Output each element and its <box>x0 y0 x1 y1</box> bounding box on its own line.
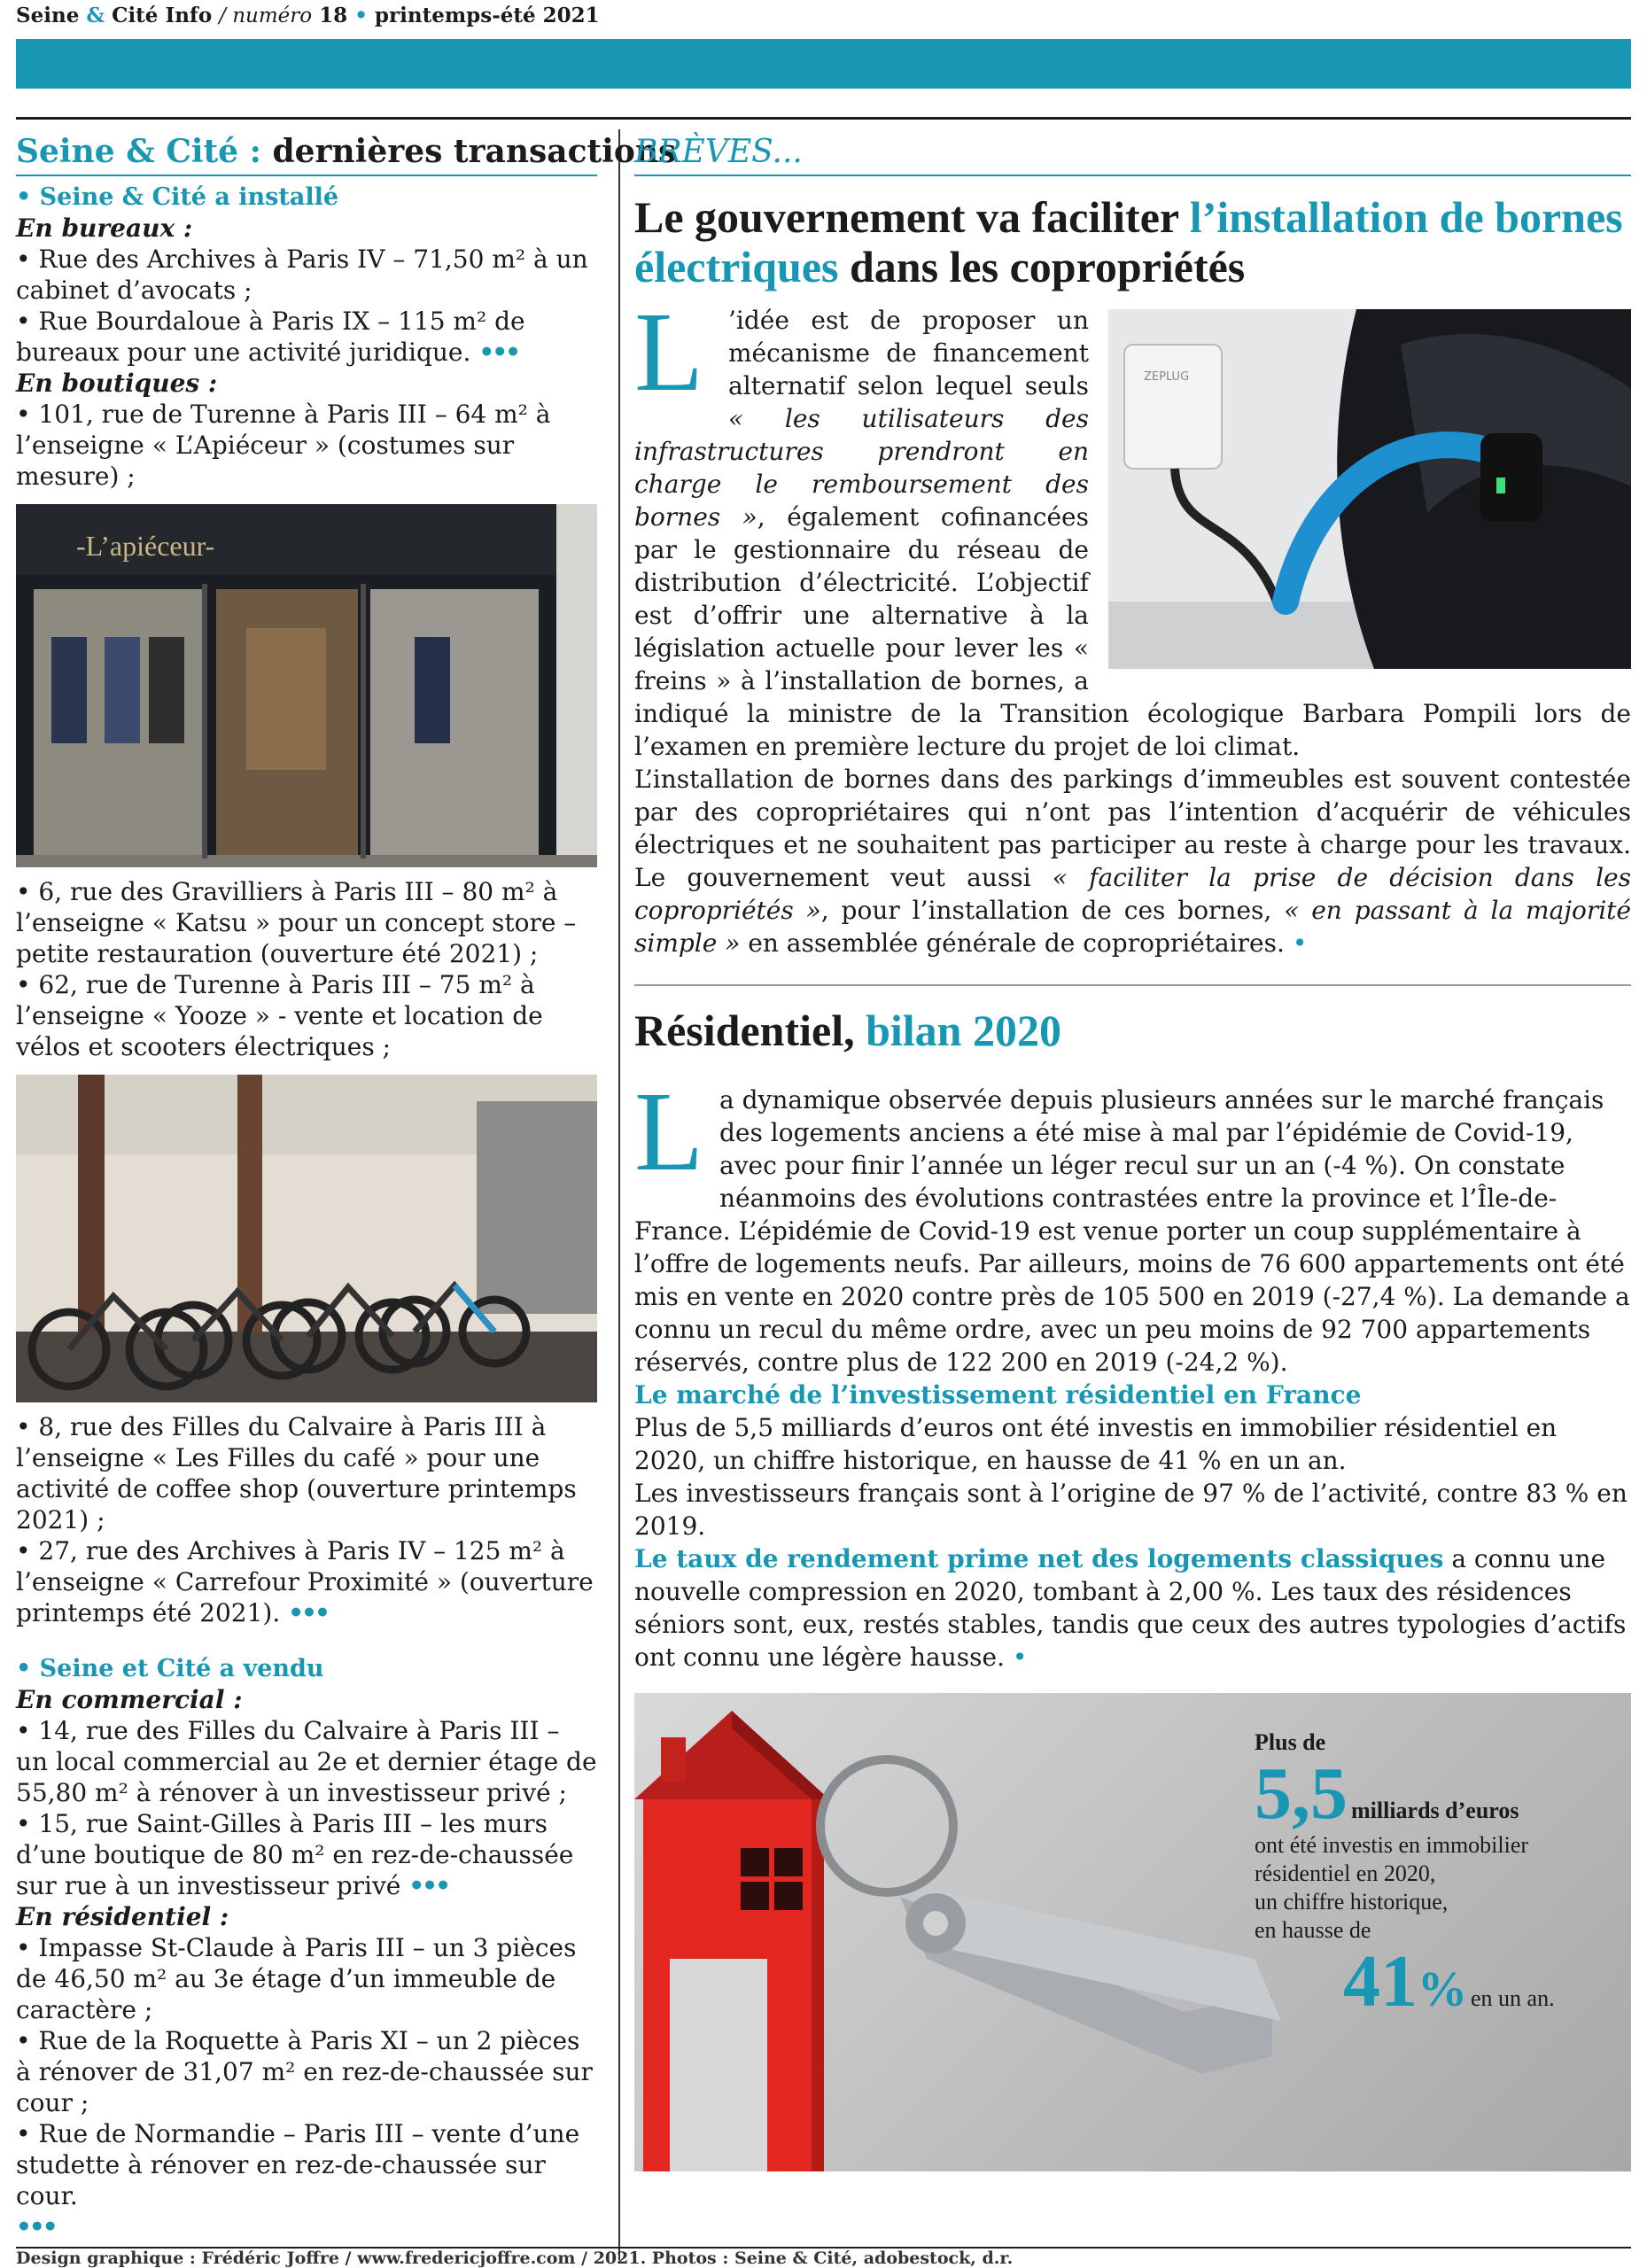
transactions-column <box>16 133 677 2242</box>
apieceur-shop-photo <box>16 504 597 867</box>
residentiel-item-3: • Rue de Normandie – Paris III – vente d’une studette à rénover en rez-de-chaussée sur cour. <box>16 2119 580 2211</box>
transactions-title-brand: Seine & Cité : <box>16 133 261 170</box>
boutiques-label: En boutiques : <box>16 369 218 399</box>
brand-ampersand: & <box>86 4 105 27</box>
brand-seine: Seine <box>16 4 80 27</box>
sold-heading: • Seine et Cité a vendu <box>16 1655 324 1683</box>
bureaux-item-2 <box>16 306 597 368</box>
boutique-item-5-text: • 27, rue des Archives à Paris IV – 125 m² à l’enseigne « Carrefour Proximité » (ouverture printemps été 2021). <box>16 1536 594 1628</box>
commercial-label: En commercial : <box>16 1685 243 1715</box>
end-dots: ••• <box>16 2212 56 2242</box>
res-paragraph-4 <box>634 1542 1631 1674</box>
end-dots: ••• <box>408 1871 448 1901</box>
issue-label: / numéro <box>219 4 313 27</box>
gov-title-highlight: l’installation de bornes électriques <box>634 192 1623 292</box>
issue-season: printemps-été 2021 <box>374 4 600 27</box>
investment-stat <box>1255 1728 1627 2027</box>
stat-percent-sign: % <box>1418 1962 1467 2018</box>
residentiel-article-body <box>634 1068 1631 1674</box>
gov-p2-quote-2: « en passant à la majorité simple » <box>634 896 1632 959</box>
residentiel-article-title <box>634 1004 1631 1057</box>
commercial-item-2-text: • 15, rue Saint-Gilles à Paris III – les murs d’une boutique de 80 m² en rez-de-chaussée sur rue à un investisseur privé <box>16 1809 574 1901</box>
end-dots: ••• <box>478 338 519 368</box>
bureaux-item-2-text: • Rue Bourdaloue à Paris IX – 115 m² de bureaux pour une activité juridique. <box>16 307 525 368</box>
column-divider <box>618 129 620 2260</box>
end-dots: ••• <box>288 1598 328 1628</box>
gov-p1-text-b: , également cofinancées par le gestionnaire du réseau de distribution d’électricité. L’objectif est d’offrir une alternative à la législation actuelle pour lever les « freins » à l’installation de bornes, a indiqué la ministre de la Transition écologique Barbara Pompili lors de l’examen en première lecture du projet de loi climat. <box>634 502 1631 762</box>
shop-sign-text: -L’apiéceur- <box>76 530 215 563</box>
ev-charger-photo <box>1108 309 1631 669</box>
stat-line-4: en hausse de <box>1255 1917 1371 1944</box>
commercial-item-2 <box>16 1808 597 1901</box>
transactions-title-text: dernières transactions <box>260 133 677 170</box>
bikes-shop-photo <box>16 1075 597 1402</box>
gov-title-part-b: dans les copropriétés <box>838 242 1246 292</box>
bureaux-label: En bureaux : <box>16 214 193 244</box>
gov-p1-quote: « les utilisateurs des infrastructures prendront en charge le remboursement des bornes » <box>634 404 1089 532</box>
res-paragraph-1: a dynamique observée depuis plusieurs années sur le marché français des logements anciens a été mise à mal par l’épidémie de Covid-19, avec pour finir l’année un léger recul sur un an (-4 %). On constate néanmoins des évolutions contrastées entre la province et l’Île-de-France. L’épidémie de Covid-19 est venue porter un coup supplémentaire à l’offre de logements neufs. Par ailleurs, moins de 76 600 appartements ont été mis en vente en 2020 contre près de 105 500 en 2019 (-27,4 %). La demande a connu un recul du même ordre, avec un peu moins de 92 700 appartements réservés, contre plus de 122 200 en 2019 (-24,2 %). <box>634 1085 1630 1378</box>
article-separator <box>634 984 1631 986</box>
gov-p1-text-a: ’idée est de proposer un mécanisme de financement alternatif selon lequel seuls <box>728 306 1089 401</box>
footer-credits: Design graphique : Frédéric Joffre / www.fredericjoffre.com / 2021. Photos : Seine & Cité, adobestock, d.r. <box>16 2249 1014 2268</box>
gov-article-body <box>634 289 1632 959</box>
gov-article-title <box>634 192 1631 291</box>
residentiel-item-2: • Rue de la Roquette à Paris XI – un 2 pièces à rénover de 31,07 m² en rez-de-chaussée sur cour ; <box>16 2026 593 2118</box>
res-subheading-investment: Le marché de l’investissement résidentiel en France <box>634 1380 1362 1410</box>
gov-p2-text-b: , pour l’installation de ces bornes, <box>820 896 1285 926</box>
transactions-title <box>16 133 677 176</box>
boutique-item-4: • 8, rue des Filles du Calvaire à Paris III à l’enseigne « Les Filles du café » pour une activité de coffee shop (ouverture printemps 2021) ; <box>16 1412 577 1535</box>
gov-drop-cap: L <box>634 289 704 416</box>
res-subheading-yield: Le taux de rendement prime net des logements classiques <box>634 1544 1444 1574</box>
stat-line-1: ont été investis en immobilier <box>1255 1832 1529 1859</box>
res-drop-cap: L <box>634 1068 704 1195</box>
boutique-item-1: • 101, rue de Turenne à Paris III – 64 m² à l’enseigne « L’Apiéceur » (costumes sur mesure) ; <box>16 400 551 492</box>
res-title-highlight: bilan 2020 <box>866 1006 1061 1056</box>
installed-heading: • Seine & Cité a installé <box>16 183 339 212</box>
bureaux-item-1: • Rue des Archives à Paris IV – 71,50 m² à un cabinet d’avocats ; <box>16 245 588 306</box>
res-paragraph-3: Les investisseurs français sont à l’origine de 97 % de l’activité, contre 83 % en 2019. <box>634 1479 1628 1542</box>
end-dot: • <box>1292 928 1308 959</box>
gov-p2-text-a: L’installation de bornes dans des parkings d’immeubles est souvent contestée par des copropriétaires qui n’ont pas l’intention d’acquérir de véhicules électriques et ne souhaitent pas participer au reste à charge pour les travaux. Le gouvernement veut aussi <box>634 765 1631 893</box>
stat-line-2: résidentiel en 2020, <box>1255 1860 1436 1887</box>
stat-percent-number: 41 <box>1343 1940 1418 2023</box>
gov-paragraph-2 <box>634 763 1631 959</box>
breves-column <box>634 133 1631 2171</box>
stat-line-3: un chiffre historique, <box>1255 1889 1449 1915</box>
residentiel-label: En résidentiel : <box>16 1902 229 1932</box>
res-p4-text: a connu une nouvelle compression en 2020, tombant à 2,00 %. Les taux des résidences séniors sont, eux, restés stables, tandis que ceux des autres typologies d’actifs ont connu une légère hausse. <box>634 1544 1627 1673</box>
masthead: Seine & Cité Info / numéro 18 • printemps-été 2021 <box>16 4 600 27</box>
gov-p2-text-c: en assemblée générale de copropriétaires. <box>740 928 1285 959</box>
brand-cite-info: Cité Info <box>112 4 213 27</box>
house-keys-infographic <box>634 1693 1631 2171</box>
boutique-item-2: • 6, rue des Gravilliers à Paris III – 80 m² à l’enseigne « Katsu » pour un concept store – petite restauration (ouverture été 2021) ; <box>16 877 577 969</box>
charger-brand: ZEPLUG <box>1144 370 1190 384</box>
gov-title-part-a: Le gouvernement va faciliter <box>634 192 1190 243</box>
boutique-item-5 <box>16 1535 597 1628</box>
boutique-item-3: • 62, rue de Turenne à Paris III – 75 m² à l’enseigne « Yooze » - vente et location de vélos et scooters électriques ; <box>16 970 543 1062</box>
res-title-part-a: Résidentiel, <box>634 1006 866 1056</box>
header-band <box>16 39 1631 89</box>
end-dot: • <box>1012 1643 1028 1673</box>
stat-plus-de: Plus de <box>1255 1729 1326 1756</box>
stat-percent-tail: en un an. <box>1471 1985 1555 2012</box>
res-paragraph-2: Plus de 5,5 milliards d’euros ont été investis en immobilier résidentiel en 2020, un chiffre historique, en hausse de 41 % en un an. <box>634 1413 1558 1476</box>
gov-p2-quote-1: « faciliter la prise de décision dans les copropriétés » <box>634 863 1631 926</box>
breves-label: BRÈVES... <box>634 133 1631 176</box>
header-rule <box>16 117 1631 120</box>
commercial-item-1: • 14, rue des Filles du Calvaire à Paris III – un local commercial au 2e et dernier étage de 55,80 m² à rénover à un investisseur privé ; <box>16 1716 597 1808</box>
residentiel-item-1: • Impasse St-Claude à Paris III – un 3 pièces de 46,50 m² au 3e étage d’un immeuble de caractère ; <box>16 1933 577 2025</box>
stat-unit: milliards d’euros <box>1351 1798 1519 1824</box>
issue-number: 18 <box>319 4 348 27</box>
stat-big-number: 5,5 <box>1255 1752 1348 1836</box>
